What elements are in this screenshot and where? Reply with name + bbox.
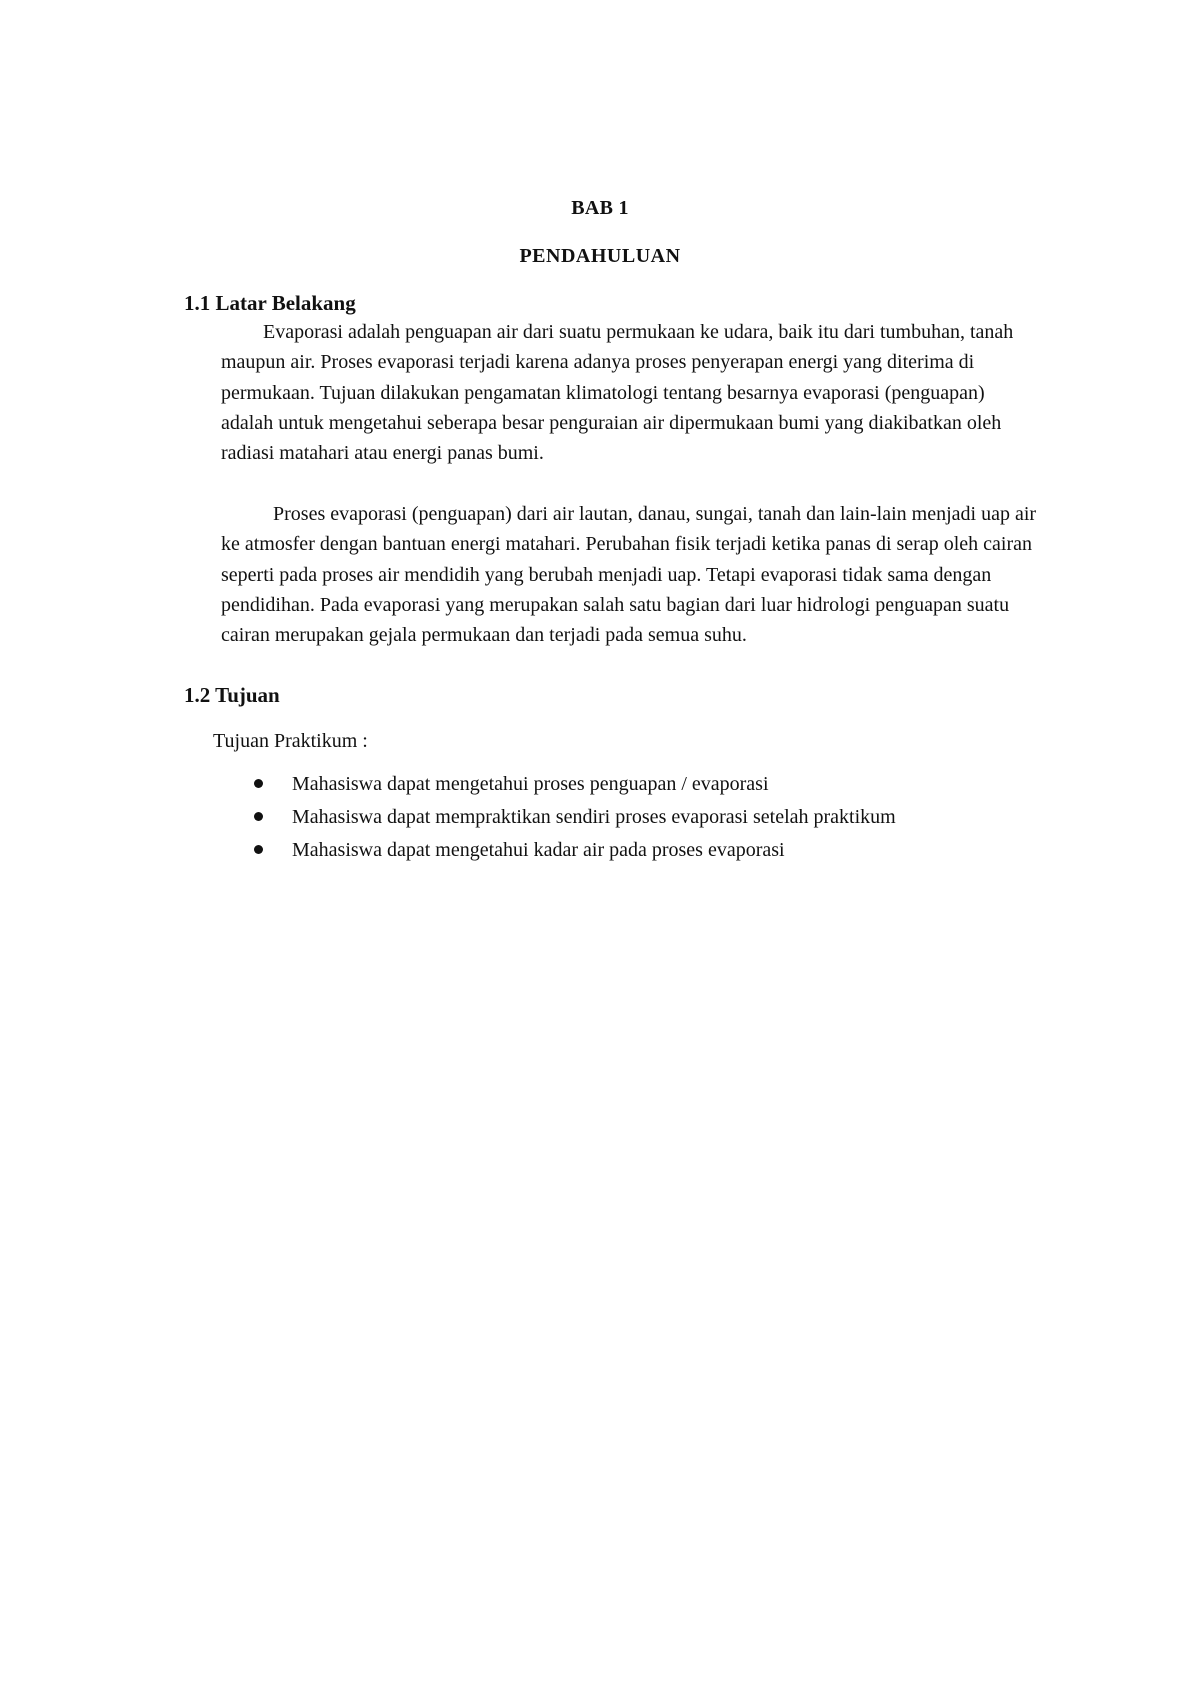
list-item-text: Mahasiswa dapat mengetahui kadar air pada proses evaporasi bbox=[292, 839, 785, 861]
purpose-list bbox=[0, 771, 896, 870]
chapter-title: PENDAHULUAN bbox=[519, 245, 681, 267]
list-item-text: Mahasiswa dapat mempraktikan sendiri proses evaporasi setelah praktikum bbox=[292, 806, 896, 828]
bullet-icon bbox=[254, 845, 263, 854]
bullet-icon bbox=[254, 812, 263, 821]
list-item-text: Mahasiswa dapat mengetahui proses penguapan / evaporasi bbox=[292, 773, 769, 795]
bullet-icon bbox=[254, 779, 263, 788]
paragraph-2-text: Proses evaporasi (penguapan) dari air lautan, danau, sungai, tanah dan lain-lain menjadi uap air ke atmosfer dengan bantuan energi matahari. Perubahan fisik terjadi ketika panas di serap oleh cairan seperti pada proses air mendidih yang berubah menjadi uap. Tetapi evaporasi tidak sama dengan pendidihan. Pada evaporasi yang merupakan salah satu bagian dari luar hidrologi penguapan suatu cairan merupakan gejala permukaan dan terjadi pada semua suhu. bbox=[221, 503, 1037, 647]
section-heading-tujuan: 1.2 Tujuan bbox=[184, 683, 280, 707]
list-item bbox=[0, 771, 896, 804]
list-item bbox=[0, 837, 896, 870]
purpose-label: Tujuan Praktikum : bbox=[213, 730, 368, 752]
chapter-number: BAB 1 bbox=[571, 197, 629, 219]
paragraph-2 bbox=[221, 499, 1041, 650]
list-item bbox=[0, 804, 896, 837]
paragraph-1-text: Evaporasi adalah penguapan air dari suatu permukaan ke udara, baik itu dari tumbuhan, tanah maupun air. Proses evaporasi terjadi karena adanya proses penyerapan energi yang diterima di permukaan. Tujuan dilakukan pengamatan klimatologi tentang besarnya evaporasi (penguapan) adalah untuk mengetahui seberapa besar penguraian air dipermukaan bumi yang diakibatkan oleh radiasi matahari atau energi panas bumi. bbox=[221, 321, 1014, 465]
section-heading-latar-belakang: 1.1 Latar Belakang bbox=[184, 291, 356, 315]
paragraph-1 bbox=[221, 317, 1041, 468]
